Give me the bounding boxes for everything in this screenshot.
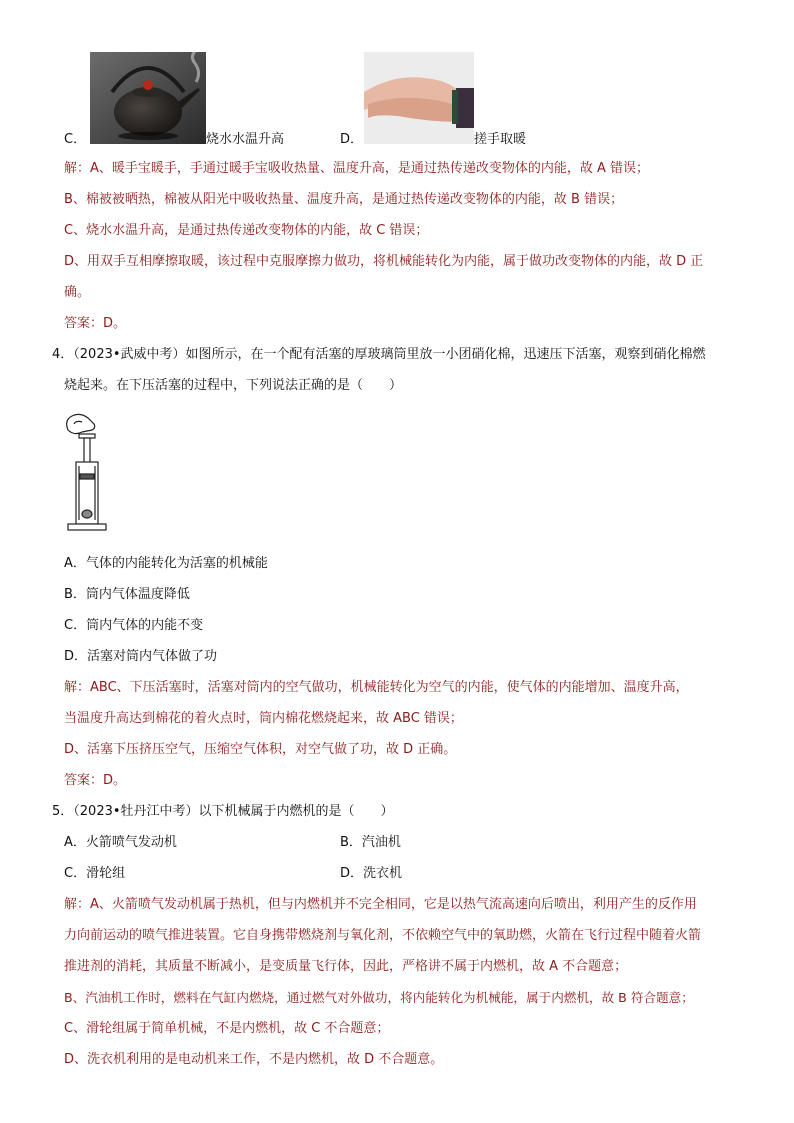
q5-solution-line: D、洗衣机利用的是电动机来工作，不是内燃机，故 D 不合题意。 <box>64 1052 444 1067</box>
q3-solution-line: 解：A、暖手宝暖手，手通过暖手宝吸收热量、温度升高，是通过热传递改变物体的内能，故 A 错误； <box>64 161 650 176</box>
q3-solution-line: C、烧水水温升高，是通过热传递改变物体的内能，故 C 错误； <box>64 223 429 238</box>
q3-answer: 答案：D。 <box>64 316 127 331</box>
q4-option-b: B．筒内气体温度降低 <box>64 587 190 602</box>
q3-solution-line: 确。 <box>64 285 91 300</box>
q3-solution-line: D、用双手互相摩擦取暖，该过程中克服摩擦力做功，将机械能转化为内能，属于做功改变物体的内能，故 D 正 <box>64 254 704 269</box>
q5-option-b: B．汽油机 <box>340 835 401 850</box>
option-c-text: 烧水水温升高 <box>206 132 285 147</box>
q5-option-d: D．洗衣机 <box>340 866 403 881</box>
option-c-label: C． <box>64 132 87 147</box>
q4-solution-line: D、活塞下压挤压空气，压缩空气体积，对空气做了功，故 D 正确。 <box>64 742 457 757</box>
q4-option-c: C．筒内气体的内能不变 <box>64 618 204 633</box>
q4-solution-line: 当温度升高达到棉花的着火点时，筒内棉花燃烧起来，故 ABC 错误； <box>64 711 463 726</box>
q5-stem: 5．（2023•牡丹江中考）以下机械属于内燃机的是（ ） <box>52 804 394 819</box>
q4-answer: 答案：D。 <box>64 773 127 788</box>
q5-option-c: C．滑轮组 <box>64 866 126 881</box>
option-d-label: D． <box>340 132 364 147</box>
q5-solution-line: 解：A、火箭喷气发动机属于热机，但与内燃机并不完全相同，它是以热气流高速向后喷出，利用产生的反作用 <box>64 897 697 912</box>
q5-option-a: A．火箭喷气发动机 <box>64 835 177 850</box>
q4-stem: 4．（2023•武威中考）如图所示，在一个配有活塞的厚玻璃筒里放一小团硝化棉，迅速压下活塞，观察到硝化棉燃 <box>52 347 706 362</box>
q4-option-d: D．活塞对筒内气体做了功 <box>64 649 218 664</box>
q5-solution-line: 推进剂的消耗，其质量不断减小，是变质量飞行体，因此，严格讲不属于内燃机，故 A 不合题意； <box>64 959 628 974</box>
q5-solution-line: C、滑轮组属于简单机械，不是内燃机，故 C 不合题意； <box>64 1021 390 1036</box>
hands-rubbing-image <box>364 52 474 144</box>
q5-solution-line: 力向前运动的喷气推进装置。它自身携带燃烧剂与氧化剂，不依赖空气中的氧助燃，火箭在飞行过程中随着火箭 <box>64 928 702 943</box>
q3-solution-line: B、棉被被晒热，棉被从阳光中吸收热量、温度升高，是通过热传递改变物体的内能，故 B 错误； <box>64 192 624 207</box>
kettle-image <box>90 52 206 144</box>
q5-solution-line: B、汽油机工作时，燃料在气缸内燃烧，通过燃气对外做功，将内能转化为机械能，属于内燃机，故 B 符合题意； <box>64 990 694 1005</box>
q4-stem: 烧起来。在下压活塞的过程中，下列说法正确的是（ ） <box>64 378 403 393</box>
piston-cylinder-figure <box>62 410 112 538</box>
q4-solution-line: 解：ABC、下压活塞时，活塞对筒内的空气做功，机械能转化为空气的内能，使气体的内能增加、温度升高， <box>64 680 689 695</box>
q4-option-a: A．气体的内能转化为活塞的机械能 <box>64 556 268 571</box>
option-d-text: 搓手取暖 <box>474 132 527 147</box>
